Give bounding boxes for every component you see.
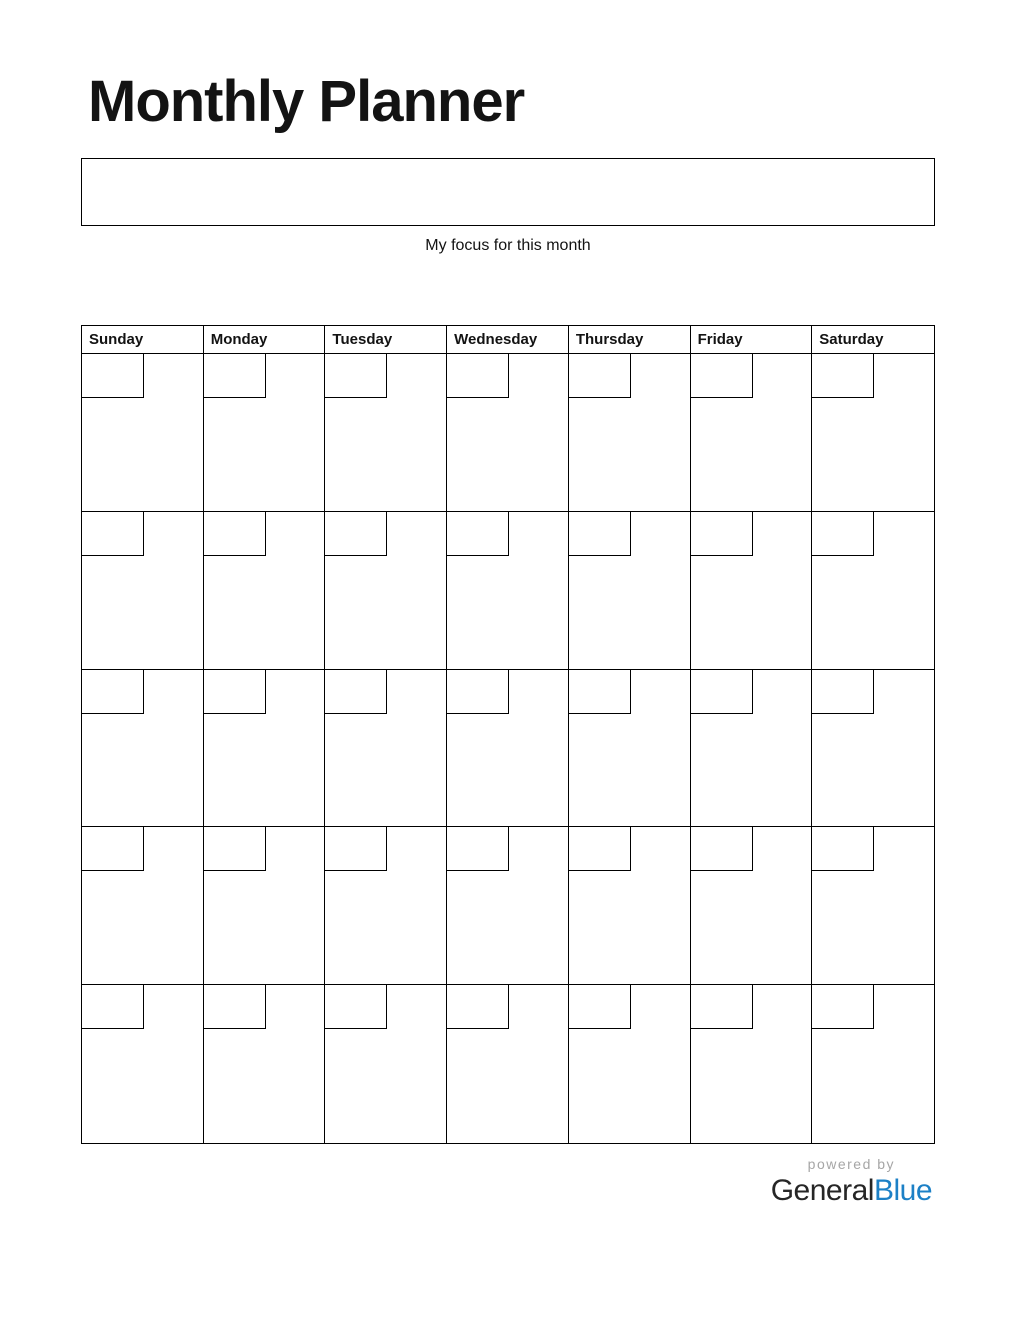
date-number-box[interactable] (447, 827, 509, 871)
calendar-day-cell[interactable] (204, 354, 326, 512)
date-number-box[interactable] (447, 670, 509, 714)
calendar-day-cell[interactable] (691, 985, 813, 1143)
calendar-day-cell[interactable] (569, 512, 691, 670)
calendar-day-cell[interactable] (82, 512, 204, 670)
date-number-box[interactable] (204, 354, 266, 398)
day-header-monday: Monday (204, 326, 326, 354)
footer (771, 1154, 932, 1208)
date-number-box[interactable] (569, 985, 631, 1029)
calendar-day-cell[interactable] (569, 670, 691, 828)
date-number-box[interactable] (569, 827, 631, 871)
calendar-day-cell[interactable] (691, 827, 813, 985)
date-number-box[interactable] (82, 354, 144, 398)
calendar-day-cell[interactable] (569, 354, 691, 512)
calendar-day-cell[interactable] (325, 827, 447, 985)
date-number-box[interactable] (82, 985, 144, 1029)
date-number-box[interactable] (325, 827, 387, 871)
date-number-box[interactable] (691, 827, 753, 871)
calendar-day-cell[interactable] (82, 670, 204, 828)
date-number-box[interactable] (204, 985, 266, 1029)
calendar-day-cell[interactable] (82, 827, 204, 985)
day-header-sunday: Sunday (82, 326, 204, 354)
date-number-box[interactable] (204, 512, 266, 556)
calendar-day-cell[interactable] (204, 985, 326, 1143)
powered-by-label: powered by (807, 1156, 896, 1172)
page-title: Monthly Planner (88, 69, 525, 134)
day-header-wednesday: Wednesday (447, 326, 569, 354)
calendar-day-cell[interactable] (569, 827, 691, 985)
brand-blue-text: Blue (873, 1174, 932, 1207)
day-header-tuesday: Tuesday (325, 326, 447, 354)
calendar-day-cell[interactable] (447, 670, 569, 828)
calendar-day-cell[interactable] (691, 512, 813, 670)
date-number-box[interactable] (204, 670, 266, 714)
calendar-day-cell[interactable] (447, 985, 569, 1143)
date-number-box[interactable] (204, 827, 266, 871)
generalblue-logo[interactable] (771, 1174, 932, 1208)
date-number-box[interactable] (569, 354, 631, 398)
date-number-box[interactable] (812, 985, 874, 1029)
calendar-day-cell[interactable] (691, 354, 813, 512)
calendar-day-cell[interactable] (812, 670, 934, 828)
day-header-thursday: Thursday (569, 326, 691, 354)
date-number-box[interactable] (447, 985, 509, 1029)
calendar-day-cell[interactable] (812, 827, 934, 985)
date-number-box[interactable] (691, 354, 753, 398)
calendar-day-cell[interactable] (569, 985, 691, 1143)
calendar-day-cell[interactable] (82, 985, 204, 1143)
date-number-box[interactable] (82, 670, 144, 714)
date-number-box[interactable] (82, 827, 144, 871)
calendar-day-cell[interactable] (325, 512, 447, 670)
calendar-day-cell[interactable] (204, 512, 326, 670)
calendar-day-cell[interactable] (812, 985, 934, 1143)
brand-general-text: General (770, 1174, 874, 1207)
calendar-day-cell[interactable] (82, 354, 204, 512)
date-number-box[interactable] (325, 354, 387, 398)
day-header-saturday: Saturday (812, 326, 934, 354)
date-number-box[interactable] (569, 670, 631, 714)
date-number-box[interactable] (691, 985, 753, 1029)
calendar-day-cell[interactable] (325, 985, 447, 1143)
calendar-day-cell[interactable] (447, 512, 569, 670)
calendar-day-cell[interactable] (204, 827, 326, 985)
calendar-day-cell[interactable] (447, 827, 569, 985)
date-number-box[interactable] (691, 512, 753, 556)
date-number-box[interactable] (812, 512, 874, 556)
day-header-friday: Friday (691, 326, 813, 354)
date-number-box[interactable] (325, 512, 387, 556)
focus-input-box[interactable] (81, 158, 935, 226)
calendar-day-cell[interactable] (325, 354, 447, 512)
monthly-calendar (81, 325, 935, 1144)
date-number-box[interactable] (447, 354, 509, 398)
calendar-day-cell[interactable] (691, 670, 813, 828)
date-number-box[interactable] (812, 354, 874, 398)
date-number-box[interactable] (325, 985, 387, 1029)
date-number-box[interactable] (569, 512, 631, 556)
date-number-box[interactable] (447, 512, 509, 556)
date-number-box[interactable] (691, 670, 753, 714)
calendar-day-cell[interactable] (812, 354, 934, 512)
calendar-day-cell[interactable] (325, 670, 447, 828)
focus-caption-label: My focus for this month (425, 237, 591, 254)
date-number-box[interactable] (812, 670, 874, 714)
date-number-box[interactable] (812, 827, 874, 871)
calendar-day-cell[interactable] (447, 354, 569, 512)
date-number-box[interactable] (325, 670, 387, 714)
calendar-day-cell[interactable] (204, 670, 326, 828)
calendar-day-cell[interactable] (812, 512, 934, 670)
date-number-box[interactable] (82, 512, 144, 556)
